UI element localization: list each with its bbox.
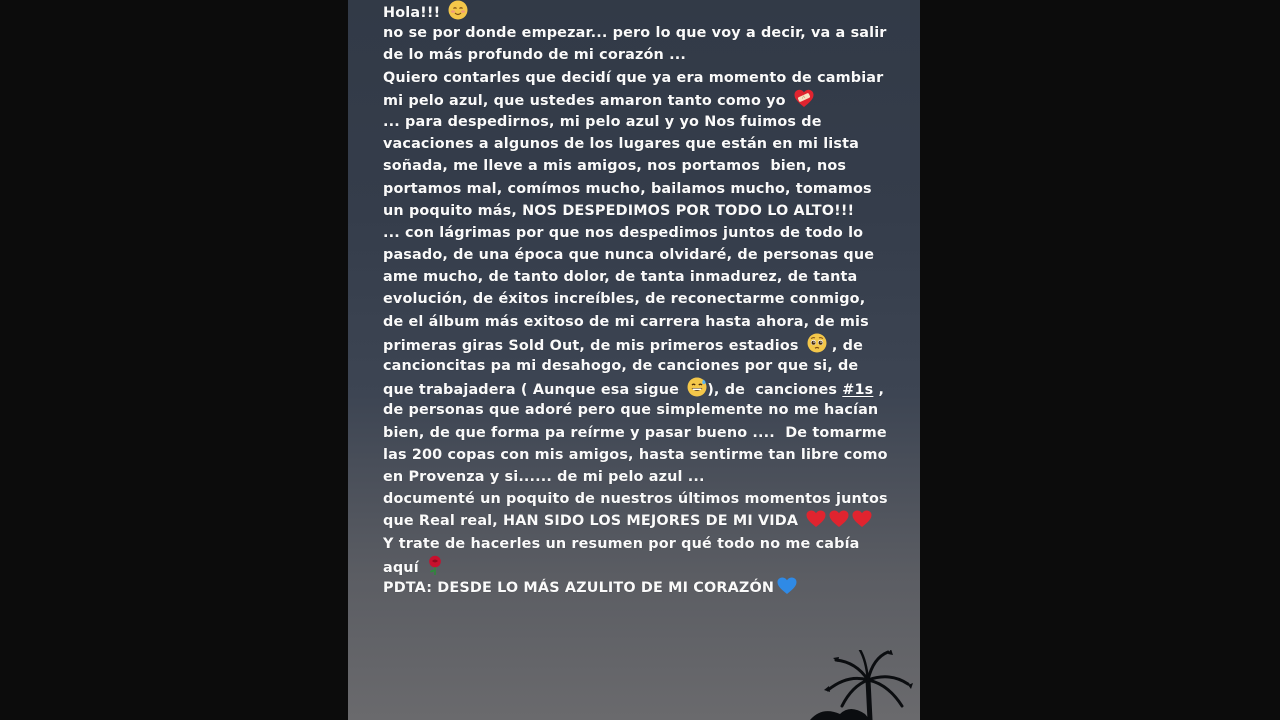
line: Y trate de hacerles un resumen por qué todo no me cabía [383,535,860,552]
line: Quiero contarles que decidí que ya era momento de cambiar [383,69,884,86]
story-frame[interactable] [348,0,920,720]
line: que Real real, HAN SIDO LOS MEJORES DE MI VIDA [383,510,913,532]
line: las 200 copas con mis amigos, hasta sentirme tan libre como [383,446,888,463]
hashtag-link[interactable]: #1s [842,382,874,399]
line: cancioncitas pa mi desahogo, de canciones por que si, de [383,358,859,374]
line: ... para despedirnos, mi pelo azul y yo Nos fuimos de [383,113,822,130]
pleading-face-emoji-icon [807,333,827,353]
line: bien, de que forma pa reírme y pasar bueno .... De tomarme [383,424,887,441]
line: en Provenza y si...... de mi pelo azul ... [383,468,705,485]
sweat-smile-emoji-icon [687,377,707,397]
rose-emoji-icon [427,555,443,575]
line: un poquito más, NOS DESPEDIMOS POR TODO LO ALTO!!! [383,202,855,219]
line: no se por donde empezar... pero lo que voy a decir, va a salir [383,25,887,42]
line: de lo más profundo de mi corazón ... [383,47,686,64]
crescent-moon-emoji-icon [740,514,762,536]
line: mi pelo azul, que ustedes amaron tanto como yo [383,89,913,111]
mending-heart-emoji-icon [794,89,814,108]
line: portamos mal, comímos mucho, bailamos mucho, tomamos [383,180,872,197]
line: aquí [383,555,913,577]
line: documenté un poquito de nuestros últimos momentos juntos [383,491,888,508]
red-heart-emoji-icon [829,510,849,528]
line: que trabajadera ( Aunque esa sigue ), de canciones #1s , [383,377,913,399]
line: primeras giras Sold Out, de mis primeros estadios , de [383,333,913,355]
story-text [383,0,913,599]
line-pdta: PDTA: DESDE LO MÁS AZULITO DE MI CORAZÓN [383,577,913,599]
red-heart-emoji-icon [806,510,826,528]
line: soñada, me lleve a mis amigos, nos portamos bien, nos [383,158,847,175]
line: de personas que adoré pero que simplemente no me hacían [383,402,879,419]
line: ... con lágrimas por que nos despedimos juntos de todo lo [383,224,864,241]
blush-emoji-icon [448,0,468,20]
line: pasado, de una época que nunca olvidaré, de personas que [383,247,875,264]
line: evolución, de éxitos increíbles, de reconectarme conmigo, [383,291,866,308]
line: vacaciones a algunos de los lugares que están en mi lista [383,136,859,153]
line: ame mucho, de tanto dolor, de tanta inmadurez, de tanta [383,269,858,286]
line-greeting: Hola!!! [383,0,913,22]
blue-heart-emoji-icon [777,577,797,595]
palm-tree-silhouette [810,650,920,720]
red-heart-emoji-icon [852,510,872,528]
line: de el álbum más exitoso de mi carrera hasta ahora, de mis [383,313,869,330]
